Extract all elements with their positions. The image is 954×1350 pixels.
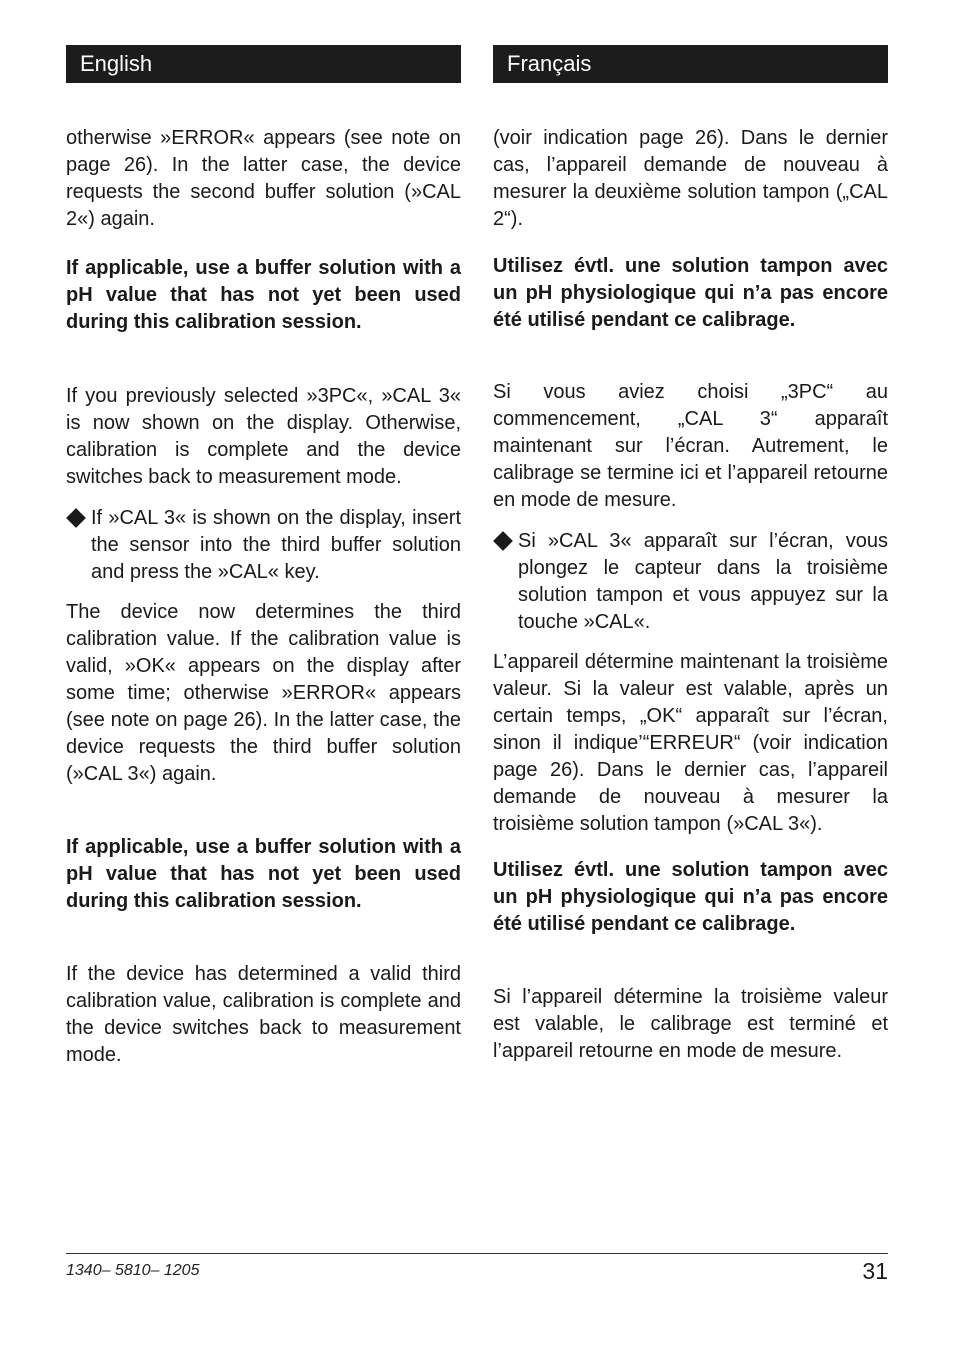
french-bullet-item [493,528,888,636]
english-header [66,45,461,83]
english-bold-note-2: If applicable, use a buffer solution with a pH value that has not yet been used during this calibration session. [66,836,461,912]
french-column [493,125,888,1065]
french-paragraph-2: Si vous aviez choisi „3PC“ au commencement, „CAL 3“ apparaît maintenant sur l’écran. Autrement, le calibrage se termine ici et l’appareil retourne en mode de mesure. [493,381,888,511]
english-paragraph-1: otherwise »ERROR« appears (see note on page 26). In the latter case, the device requests the second buffer solution (»CAL 2«) again. [66,127,461,230]
footer-divider [66,1253,888,1254]
french-bold-note-2: Utilisez évtl. une solution tampon avec un pH physiologique qui n’a pas encore été utilisé pendant ce calibrage. [493,859,888,935]
page-number: 31 [862,1258,888,1284]
english-paragraph-2: If you previously selected »3PC«, »CAL 3« is now shown on the display. Otherwise, calibration is complete and the device switches back to measurement mode. [66,385,461,488]
french-paragraph-4: Si l’appareil détermine la troisième valeur est valable, le calibrage est terminé et l’appareil retourne en mode de mesure. [493,986,888,1062]
french-paragraph-3: L’appareil détermine maintenant la troisième valeur. Si la valeur est valable, après un certain temps, „OK“ apparaît sur l’écran, sinon il indique’“ERREUR“ (voir indication page 26). Dans le dernier cas, l’appareil demande de nouveau à mesurer la troisième solution tampon (»CAL 3«). [493,651,888,835]
english-paragraph-4: If the device has determined a valid third calibration value, calibration is complete and the device switches back to measurement mode. [66,963,461,1066]
english-header-label: English [80,51,153,76]
french-header [493,45,888,83]
french-paragraph-1: (voir indication page 26). Dans le dernier cas, l’appareil demande de nouveau à mesurer la deuxième solution tampon („CAL 2“). [493,127,888,230]
english-bullet-item [66,505,461,586]
english-column [66,125,461,1069]
french-bold-note-1: Utilisez évtl. une solution tampon avec un pH physiologique qui n’a pas encore été utilisé pendant ce calibrage. [493,255,888,331]
english-paragraph-3: The device now determines the third calibration value. If the calibration value is valid, »OK« appears on the display after some time; otherwise »ERROR« appears (see note on page 26). In the latter case, the device requests the third buffer solution (»CAL 3«) again. [66,601,461,785]
diamond-bullet-icon [66,505,91,532]
diamond-bullet-icon [493,528,518,555]
french-header-label: Français [507,51,592,76]
english-bullet-text: If »CAL 3« is shown on the display, insert the sensor into the third buffer solution and press the »CAL« key. [91,507,461,583]
french-bullet-text: Si »CAL 3« apparaît sur l’écran, vous plongez le capteur dans la troisième solution tampon et vous appuyez sur la touche »CAL«. [518,530,888,633]
english-bold-note-1: If applicable, use a buffer solution with a pH value that has not yet been used during this calibration session. [66,257,461,333]
document-code: 1340– 5810– 1205 [66,1262,200,1279]
